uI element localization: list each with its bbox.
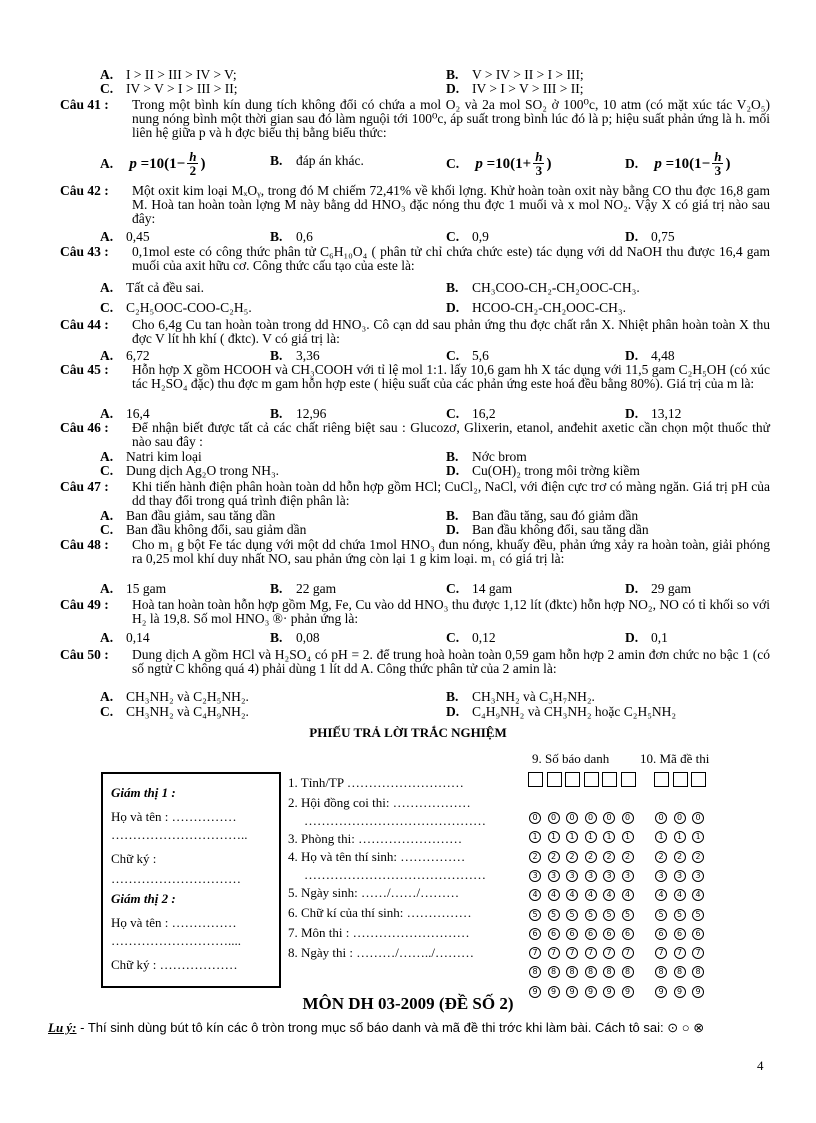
digit-bubble[interactable]: 1 <box>548 831 560 843</box>
exam-title: MÔN DH 03-2009 (ĐỀ SỐ 2) <box>302 994 514 1013</box>
digit-bubble[interactable]: 1 <box>603 831 615 843</box>
digit-bubble[interactable]: 8 <box>655 966 667 978</box>
answer-sheet-title: PHIẾU TRẢ LỜI TRẮC NGHIỆM <box>309 725 507 740</box>
digit-bubble[interactable]: 7 <box>566 947 578 959</box>
digit-bubble[interactable]: 5 <box>603 909 615 921</box>
option-c: C. 0,9 <box>446 229 489 244</box>
note-text: - Thí sinh dùng bút tô kín các ô tròn trong mục số báo danh và mã đề thi trớc khi làm bài. Cách tô sai: ⊙ ○ ⊗ <box>80 1020 705 1035</box>
option-c: C. p =10(1+ $\frac{h}{3}$ ) <box>446 149 552 178</box>
option-b: B. CH₃COO-CH₂-CH₂OOC-CH₃. <box>446 280 640 295</box>
digit-bubble[interactable]: 3 <box>655 870 667 882</box>
option-b: B. V > IV > II > I > III; <box>446 67 584 82</box>
digit-bubble[interactable]: 0 <box>603 812 615 824</box>
digit-entry-box[interactable] <box>565 772 580 787</box>
sbd-bubble-grid[interactable] <box>528 772 640 996</box>
option-a: A. 15 gam <box>100 581 167 596</box>
proctor-2-dots: ……………………….... <box>111 933 241 948</box>
digit-bubble[interactable]: 1 <box>622 831 634 843</box>
digit-bubble[interactable]: 7 <box>548 947 560 959</box>
proctor-2-name: Họ và tên : …………… <box>111 915 237 930</box>
sbd-label: 9. Số báo danh <box>532 751 610 766</box>
digit-bubble[interactable]: 2 <box>622 851 634 863</box>
field-signature: 6. Chữ kí của thí sinh: …………… <box>288 905 472 920</box>
digit-bubble[interactable]: 0 <box>692 812 704 824</box>
digit-bubble[interactable]: 4 <box>529 889 541 901</box>
note <box>48 1020 768 1035</box>
digit-bubble[interactable]: 7 <box>603 947 615 959</box>
digit-bubble[interactable]: 5 <box>655 909 667 921</box>
digit-bubble[interactable]: 5 <box>674 909 686 921</box>
field-candidate-dots: …………………………………… <box>304 867 486 882</box>
digit-bubble[interactable]: 4 <box>566 889 578 901</box>
option-d: D. p =10(1− $\frac{h}{3}$ ) <box>625 149 731 178</box>
digit-entry-box[interactable] <box>602 772 617 787</box>
option-b: B. Ban đầu tăng, sau đó giảm dần <box>446 508 639 523</box>
digit-bubble[interactable]: 6 <box>622 928 634 940</box>
digit-bubble[interactable]: 4 <box>603 889 615 901</box>
digit-bubble[interactable]: 2 <box>529 851 541 863</box>
candidate-fields <box>288 776 518 976</box>
option-a: A. Ban đầu giảm, sau tăng dần <box>100 508 276 523</box>
option-a: A. 0,45 <box>100 229 150 244</box>
formula-c: p =10(1+ $\frac{h}{3}$ ) <box>475 149 552 178</box>
digit-bubble[interactable]: 9 <box>622 986 634 998</box>
digit-bubble[interactable]: 9 <box>566 986 578 998</box>
note-label: Lu ý: <box>48 1020 77 1035</box>
option-c: C. 0,12 <box>446 630 496 645</box>
option-c: C. 16,2 <box>446 406 496 421</box>
digit-bubble[interactable]: 1 <box>585 831 597 843</box>
option-c: C. 14 gam <box>446 581 513 596</box>
digit-bubble[interactable]: 2 <box>603 851 615 863</box>
digit-bubble[interactable]: 8 <box>603 966 615 978</box>
option-d: D. 4,48 <box>625 348 675 363</box>
option-b: B. Nớc brom <box>446 449 527 464</box>
option-b: B. 22 gam <box>270 581 337 596</box>
digit-bubble[interactable]: 5 <box>585 909 597 921</box>
digit-entry-box[interactable] <box>584 772 599 787</box>
digit-bubble[interactable]: 5 <box>622 909 634 921</box>
field-birthdate: 5. Ngày sinh: ……/……/……… <box>288 885 460 900</box>
digit-bubble[interactable]: 9 <box>674 986 686 998</box>
option-c: C. Dung dịch Ag₂O trong NH₃. <box>100 463 280 478</box>
exam-page: A. I > II > III > IV > V; B. V > IV > II > I > III; C. IV > V > I > III > II; D. IV > I > V > III > II; Câu 41 : Trong một bình kín dung tích không đổi có chứa a mol O₂ và 2a mol SO₂ ở 100⁰c, 10 atm (có mặt xúc tác V₂O₅) nung nóng bình một thời gian sau đó làm nguội tới 100⁰c, áp suất trong bình lúc đó là p; hiệu suất phản ứng là h. mối liên hệ giữa p và h đợc biểu thị bằng biểu thức: A. p =10(1− $\frac{h}{2}$ ) B. đáp án khác. C. p =10(1+ $\frac{h}{3}$ ) D. p =10(1− $\frac{h}{3}$ ) Câu 42 : Một oxit kim loại MₓOᵧ, trong đó M chiếm 72,41% về khối lợng. Khử hoàn toàn oxit này bằng CO thu đợc 16,8 gam M. Hoà tan hoàn toàn lợng M này bằng dd HNO₃ đặc nóng thu đợc 1 muối và x mol NO₂. Vậy X có giá trị nào sau đây: A. 0,45 B. 0,6 C. 0,9 D. 0,75 Câu 43 : 0,1mol este có công thức phân tử C₆H₁₀O₄ ( phân tử chỉ chứa chức este) tác dụng với dd NaOH thu được 16,4 gam muối của axit hữu cơ. Công thức cấu tạo của este là: A. Tất cả đều sai. B. CH₃COO-CH₂-CH₂OOC-CH₃. C. C₂H₅OOC-COO-C₂H₅. D. HCOO-CH₂-CH₂OOC-CH₃. Câu 44 : Cho 6,4g Cu tan hoàn toàn trong dd HNO₃. Cô cạn dd sau phản ứng thu đợc chất rắn X. Nhiệt phân hoàn toàn X thu đợc V lít hh khí ( đktc). V có giá trị là: A. 6,72 B. 3,36 C. 5,6 D. 4,48 Câu 45 : Hỗn hợp X gồm HCOOH và CH₃COOH với tỉ lệ mol 1:1. lấy 10,6 gam hh X tác dụng với 11,5 gam C₂H₅OH (có xúc tác H₂SO₄ đặc) thu đợc m gam hỗn hợp este ( hiệu suất của các phản ứng este hoá đều bằng 80%). Giá trị của m là: A. 16,4 B. 12,96 C. 16,2 D. 13,12 Câu 46 : Để nhận biết được tất cả các chất riêng biệt sau : Glucozơ, Glixerin, etanol, anđehit axetic cần chọn một thuốc thử nào sau đây : A. Natri kim loại B. Nớc brom C. Dung dịch Ag₂O trong NH₃. D. Cu(OH)₂ trong môi trờng kiềm Câu 47 : Khi tiến hành điện phân hoàn toàn dd hỗn hợp gồm HCl; CuCl₂, NaCl, với điện cực trơ có màng ngăn. Giá trị pH của dd thay đổi trong quá trình điện phân là: A. Ban đầu giảm, sau tăng dần B. Ban đầu tăng, sau đó giảm dần C. Ban đầu không đổi, sau giảm dần D. Ban đầu không đổi, sau tăng dần Câu 48 : Cho m₁ g bột Fe tác dụng với một dd chứa 1mol HNO₃ đun nóng, khuấy đều, phản ứng xảy ra hoàn toàn, giải phóng ra 0,25 mol khí duy nhất NO, sau phản ứng còn lại 1 g kim loại. m₁ có giá trị là: A. 15 gam B. 22 gam C. 14 gam D. 29 gam Câu 49 : Hoà tan hoàn toàn hỗn hợp gồm Mg, Fe, Cu vào dd HNO₃ thu được 1,12 lít (đktc) hỗn hợp NO₂, NO có tỉ khối so với H₂ là 19,8. Số mol HNO₃ ®· phản ứng là: A. 0,14 B. 0,08 C. 0,12 D. 0,1 Câu 50 : Dung dịch A gồm HCl và H₂SO₄ có pH = 2. để trung hoà hoàn toàn 0,59 gam hỗn hợp 2 amin đơn chức no bậc 1 (có số ngtử C không quá 4) phải dùng 1 lít dd A. Công thức phân tử của 2 amin là: A. CH₃NH₂ và C₂H₅NH₂. B. CH₃NH₂ và C₃H₇NH₂. C. CH₃NH₂ và C₄H₉NH₂. D. C₄H₉NH₂ và CH₃NH₂ hoặc C₂H₅NH₂ PHIẾU TRẢ LỜI TRẮC NGHIỆM Giám thị 1 : Họ và tên : …………… ………………………….. Chữ ký : ………………………… Giám thị 2 : Họ và tên : …………… ……………………….... Chữ ký : ……………… 1. Tỉnh/TP ……………………… 2. Hội đồng coi thi: ……………… …………………………………… 3. Phòng thi: …………………… 4. Họ và tên thí sinh: …………… …………………………………… 5. Ngày sinh: ……/……/……… 6. Chữ kí của thí sinh: …………… 7. Môn thi : ……………………… 8. Ngày thi : ………/……../……… 9. Số báo danh 10. Mã đề thi 0 0 0 0 0 0 1 1 1 1 1 1 2 2 2 2 2 2 3 3 3 3 3 3 4 4 4 4 4 4 5 5 5 5 5 5 6 6 6 6 6 6 7 7 7 7 7 7 8 8 8 8 8 8 9 9 9 9 9 9 0 0 0 1 1 1 2 2 2 3 3 3 4 4 4 5 5 5 6 6 6 7 7 7 8 8 8 9 9 9 MÔN DH 03-2009 (ĐỀ SỐ 2) Lu ý: - Thí sinh dùng bút tô kín các ô tròn trong mục số báo danh và mã đề thi trớc khi làm bài. Cách tô sai: ⊙ ○ ⊗ 4 <box>0 0 816 1123</box>
digit-bubble[interactable]: 2 <box>566 851 578 863</box>
option-c: C. 5,6 <box>446 348 489 363</box>
exam-code-bubble-grid[interactable] <box>654 772 710 996</box>
option-c: C. C₂H₅OOC-COO-C₂H₅. <box>100 300 252 315</box>
digit-bubble[interactable]: 2 <box>655 851 667 863</box>
digit-bubble[interactable]: 0 <box>566 812 578 824</box>
digit-bubble[interactable]: 0 <box>529 812 541 824</box>
digit-bubble[interactable]: 3 <box>692 870 704 882</box>
digit-bubble[interactable]: 0 <box>548 812 560 824</box>
digit-bubble[interactable]: 2 <box>585 851 597 863</box>
digit-bubble[interactable]: 7 <box>622 947 634 959</box>
option-d: D. 0,1 <box>625 630 668 645</box>
field-council: 2. Hội đồng coi thi: ……………… <box>288 795 471 810</box>
option-d: D. IV > I > V > III > II; <box>446 81 584 96</box>
digit-bubble[interactable]: 2 <box>548 851 560 863</box>
proctor-1-sign-dots: ………………………… <box>111 871 241 886</box>
option-c: C. IV > V > I > III > II; <box>100 81 238 96</box>
option-a: A. CH₃NH₂ và C₂H₅NH₂. <box>100 689 249 704</box>
proctor-1-name: Họ và tên : …………… <box>111 809 237 824</box>
digit-bubble[interactable]: 3 <box>603 870 615 882</box>
option-a: A. Tất cả đều sai. <box>100 280 204 295</box>
digit-bubble[interactable]: 8 <box>529 966 541 978</box>
option-d: D. HCOO-CH₂-CH₂OOC-CH₃. <box>446 300 626 315</box>
digit-bubble[interactable]: 2 <box>674 851 686 863</box>
digit-bubble[interactable]: 6 <box>548 928 560 940</box>
digit-bubble[interactable]: 8 <box>674 966 686 978</box>
field-room: 3. Phòng thi: …………………… <box>288 831 463 846</box>
digit-bubble[interactable]: 4 <box>655 889 667 901</box>
option-c: C. Ban đầu không đổi, sau giảm dần <box>100 522 307 537</box>
digit-bubble[interactable]: 7 <box>585 947 597 959</box>
digit-bubble[interactable]: 6 <box>566 928 578 940</box>
option-a: A. I > II > III > IV > V; <box>100 67 237 82</box>
option-d: D. 13,12 <box>625 406 682 421</box>
digit-entry-box[interactable] <box>654 772 669 787</box>
digit-bubble[interactable]: 6 <box>529 928 541 940</box>
proctor-2-sign: Chữ ký : ……………… <box>111 957 238 972</box>
proctor-1-label: Giám thị 1 : <box>111 785 176 800</box>
digit-bubble[interactable]: 8 <box>622 966 634 978</box>
option-a: A. 6,72 <box>100 348 150 363</box>
digit-entry-box[interactable] <box>673 772 688 787</box>
digit-bubble[interactable]: 9 <box>692 986 704 998</box>
digit-bubble[interactable]: 1 <box>674 831 686 843</box>
option-b: B. 0,08 <box>270 630 320 645</box>
proctor-1-sign: Chữ ký : <box>111 851 157 866</box>
digit-bubble[interactable]: 3 <box>529 870 541 882</box>
digit-bubble[interactable]: 9 <box>585 986 597 998</box>
digit-bubble[interactable]: 7 <box>692 947 704 959</box>
digit-bubble[interactable]: 0 <box>622 812 634 824</box>
digit-bubble[interactable]: 7 <box>655 947 667 959</box>
digit-bubble[interactable]: 8 <box>692 966 704 978</box>
digit-bubble[interactable]: 5 <box>692 909 704 921</box>
proctor-2-label: Giám thị 2 : <box>111 891 176 906</box>
digit-bubble[interactable]: 8 <box>548 966 560 978</box>
digit-bubble[interactable]: 9 <box>603 986 615 998</box>
digit-bubble[interactable]: 4 <box>585 889 597 901</box>
digit-bubble[interactable]: 4 <box>674 889 686 901</box>
digit-bubble[interactable]: 5 <box>529 909 541 921</box>
option-b: B. CH₃NH₂ và C₃H₇NH₂. <box>446 689 595 704</box>
digit-entry-box[interactable] <box>547 772 562 787</box>
option-b: B. 12,96 <box>270 406 327 421</box>
digit-bubble[interactable]: 1 <box>566 831 578 843</box>
digit-bubble[interactable]: 1 <box>692 831 704 843</box>
formula-a: p =10(1− $\frac{h}{2}$ ) <box>129 149 206 178</box>
option-d: D. 0,75 <box>625 229 675 244</box>
digit-bubble[interactable]: 3 <box>585 870 597 882</box>
digit-bubble[interactable]: 4 <box>692 889 704 901</box>
digit-bubble[interactable]: 9 <box>548 986 560 998</box>
option-d: D. Cu(OH)₂ trong môi trờng kiềm <box>446 463 640 478</box>
digit-bubble[interactable]: 2 <box>692 851 704 863</box>
digit-bubble[interactable]: 3 <box>622 870 634 882</box>
digit-bubble[interactable]: 7 <box>529 947 541 959</box>
digit-bubble[interactable]: 3 <box>548 870 560 882</box>
option-b: B. 0,6 <box>270 229 313 244</box>
option-a: A. 0,14 <box>100 630 150 645</box>
question-number: Câu 41 : <box>60 97 109 112</box>
option-a: A. 16,4 <box>100 406 150 421</box>
digit-bubble[interactable]: 0 <box>655 812 667 824</box>
option-c: C. CH₃NH₂ và C₄H₉NH₂. <box>100 704 249 719</box>
digit-bubble[interactable]: 6 <box>603 928 615 940</box>
page-number: 4 <box>757 1058 764 1073</box>
option-b: B. đáp án khác. <box>270 153 364 168</box>
option-b: B. 3,36 <box>270 348 320 363</box>
digit-bubble[interactable]: 4 <box>622 889 634 901</box>
digit-bubble[interactable]: 7 <box>674 947 686 959</box>
digit-bubble[interactable]: 9 <box>655 986 667 998</box>
formula-d: p =10(1− $\frac{h}{3}$ ) <box>654 149 731 178</box>
option-a: A. Natri kim loại <box>100 449 202 464</box>
field-province: 1. Tỉnh/TP ……………………… <box>288 775 464 790</box>
field-exam-date: 8. Ngày thi : ………/……../……… <box>288 945 474 960</box>
field-council-dots: …………………………………… <box>304 813 486 828</box>
digit-bubble[interactable]: 8 <box>566 966 578 978</box>
digit-bubble[interactable]: 8 <box>585 966 597 978</box>
question-text: Trong một bình kín dung tích không đổi có chứa a mol O₂ và 2a mol SO₂ ở 100⁰c, 10 atm (có mặt xúc tác V₂O₅) nung nóng bình một thời gian sau đó làm nguội tới 100⁰c, áp suất trong bình lúc đó là p; hiệu suất phản ứng là h. mối liên hệ giữa p và h đợc biểu thị bằng biểu thức: <box>132 97 770 140</box>
digit-bubble[interactable]: 0 <box>585 812 597 824</box>
exam-code-label: 10. Mã đề thi <box>640 751 710 766</box>
digit-bubble[interactable]: 0 <box>674 812 686 824</box>
digit-bubble[interactable]: 4 <box>548 889 560 901</box>
digit-entry-box[interactable] <box>691 772 706 787</box>
digit-entry-box[interactable] <box>621 772 636 787</box>
digit-bubble[interactable]: 1 <box>655 831 667 843</box>
field-subject: 7. Môn thi : ……………………… <box>288 925 470 940</box>
proctor-box <box>101 772 281 988</box>
proctor-1-dots: ………………………….. <box>111 827 248 842</box>
digit-bubble[interactable]: 6 <box>585 928 597 940</box>
digit-entry-box[interactable] <box>528 772 543 787</box>
digit-bubble[interactable]: 1 <box>529 831 541 843</box>
option-d: D. C₄H₉NH₂ và CH₃NH₂ hoặc C₂H₅NH₂ <box>446 704 677 719</box>
digit-bubble[interactable]: 6 <box>692 928 704 940</box>
field-candidate-name: 4. Họ và tên thí sinh: …………… <box>288 849 466 864</box>
option-d: D. Ban đầu không đổi, sau tăng dần <box>446 522 649 537</box>
digit-bubble[interactable]: 6 <box>674 928 686 940</box>
digit-bubble[interactable]: 3 <box>674 870 686 882</box>
digit-bubble[interactable]: 9 <box>529 986 541 998</box>
digit-bubble[interactable]: 5 <box>548 909 560 921</box>
option-a: A. p =10(1− $\frac{h}{2}$ ) <box>100 149 206 178</box>
digit-bubble[interactable]: 6 <box>655 928 667 940</box>
option-d: D. 29 gam <box>625 581 692 596</box>
digit-bubble[interactable]: 3 <box>566 870 578 882</box>
digit-bubble[interactable]: 5 <box>566 909 578 921</box>
